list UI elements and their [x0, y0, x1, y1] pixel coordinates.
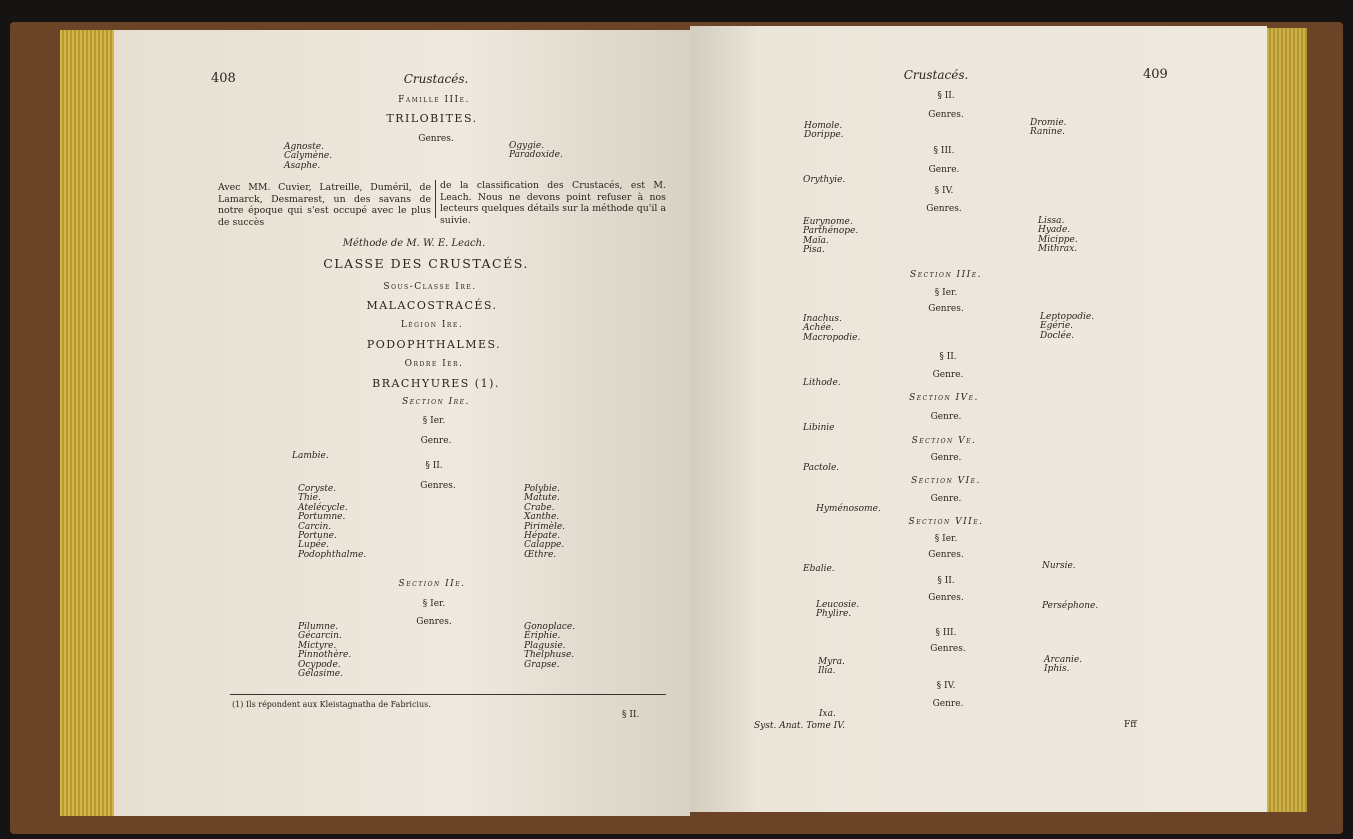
genus-list-eurynome: Eurynome. Parthénope. Maïa. Pisa. — [803, 217, 859, 256]
genus-list-leptopodie: Leptopodie. Egérie. Doclée. — [1040, 312, 1095, 341]
genus-ixa: Ixa. — [819, 709, 836, 719]
genus-list-dromie: Dromie. Ranine. — [1030, 118, 1067, 138]
paragraph-mark-1: § Ier. — [422, 416, 446, 426]
brachyures-heading: BRACHYURES (1). — [372, 377, 500, 390]
genres-label: Genres. — [928, 550, 964, 560]
paragraph-mark-iv-b: § IV. — [936, 681, 956, 691]
sheet-mark: Fff — [1124, 720, 1137, 730]
genres-label: Genres. — [928, 593, 964, 603]
genus-hymenosome: Hyménosome. — [816, 504, 881, 514]
genus-nursie: Nursie. — [1042, 561, 1076, 571]
genus-list-section1-a: Coryste. Thie. Atelécycle. Portumne. Carcin. Portune. Lupée. Podophthalme. — [298, 484, 367, 560]
genre-label: Genre. — [930, 494, 962, 504]
genus-pactole: Pactole. — [803, 463, 840, 473]
page-edges-right — [1263, 28, 1307, 812]
genres-label: Genres. — [418, 134, 454, 144]
running-head: Crustacés. — [403, 72, 469, 86]
genre-label: Genre. — [930, 453, 962, 463]
paragraph-mark-ii-c: § II. — [937, 576, 955, 586]
genres-label: Genres. — [926, 204, 962, 214]
section-1-heading: Section Ire. — [402, 397, 470, 407]
paragraph-mark-2: § II. — [425, 461, 443, 471]
right-page — [690, 26, 1267, 812]
ordre-heading: Ordre Ier. — [404, 359, 464, 369]
legion-heading: Légion Ire. — [400, 320, 464, 330]
methode-title: Méthode de M. W. E. Leach. — [342, 238, 486, 249]
left-page — [114, 30, 690, 816]
genus-list-arcanie: Arcanie. Iphis. — [1044, 655, 1083, 675]
genres-label-3: Genres. — [416, 617, 452, 627]
footnote-rule — [230, 694, 666, 695]
sous-classe-heading: Sous-Classe Ire. — [383, 282, 477, 292]
genus-orythyie: Orythyie. — [803, 175, 846, 185]
paragraph-mark-iii: § III. — [933, 146, 955, 156]
genus-list-trilobites-b: Ogygie. Paradoxide. — [509, 141, 563, 161]
column-divider — [435, 180, 436, 218]
page-number: 408 — [211, 71, 236, 86]
genus-list-section1-b: Polybie. Matute. Crabe. Xanthe. Pirimèle. Hépate. Calappe. Œthre. — [524, 484, 566, 560]
genus-list-homole: Homole. Dorippe. — [804, 121, 844, 141]
paragraph-mark-ier: § Ier. — [934, 288, 958, 298]
page-edges-left — [60, 30, 120, 816]
genres-label: Genres. — [928, 110, 964, 120]
section-2-heading: Section IIe. — [398, 579, 466, 589]
malacostraces-heading: MALACOSTRACÉS. — [366, 299, 498, 312]
genre-label: Genre. — [932, 699, 964, 709]
paragraph-left-column: Avec MM. Cuvier, Latreille, Duméril, de Lamarck, Desmarest, un des savans de notre époque qui s'est occupé avec le plus de succès — [218, 182, 431, 228]
genre-label: Genre. — [928, 165, 960, 175]
paragraph-mark-3: § Ier. — [422, 599, 446, 609]
genus-list-inachus: Inachus. Achée. Macropodie. — [803, 314, 861, 343]
genus-list-trilobites-a: Agnoste. Calymène. Asaphe. — [284, 142, 333, 171]
genus-list-section2-b: Gonoplace. Ériphie. Plagusie. Thelphuse. Grapse. — [524, 622, 576, 670]
paragraph-mark-ii: § II. — [937, 91, 955, 101]
paragraph-right-column: de la classification des Crustacés, est M. Leach. Nous ne devons point refuser à nos lecteurs quelques détails sur la méthode qu'il a suivie. — [440, 180, 666, 226]
genre-label: Genre. — [930, 412, 962, 422]
genus-lambie: Lambie. — [292, 451, 329, 461]
paragraph-mark-iii-b: § III. — [935, 628, 957, 638]
section-5-heading: Section Ve. — [911, 436, 977, 446]
genus-lithode: Lithode. — [803, 378, 841, 388]
signature-line: Syst. Anat. Tome IV. — [754, 721, 845, 731]
genres-label-2: Genres. — [420, 481, 456, 491]
famille-heading: Famille IIIe. — [398, 95, 470, 105]
section-3-heading: Section IIIe. — [910, 270, 982, 280]
classe-heading: CLASSE DES CRUSTACÉS. — [323, 256, 529, 271]
genre-label: Genre. — [932, 370, 964, 380]
genus-list-lissa: Lissa. Hyade. Micippe. Mithrax. — [1038, 216, 1078, 255]
genres-label: Genres. — [930, 644, 966, 654]
paragraph-mark-iv: § IV. — [934, 186, 954, 196]
page-number: 409 — [1143, 67, 1168, 82]
footnote: (1) Ils répondent aux Kleistagnatha de Fabricius. — [232, 700, 431, 709]
genres-label: Genres. — [928, 304, 964, 314]
podophthalmes-heading: PODOPHTHALMES. — [366, 338, 502, 351]
genus-libinie: Libinie — [803, 423, 835, 433]
genre-label-1: Genre. — [420, 436, 452, 446]
section-4-heading: Section IVe. — [909, 393, 979, 403]
section-7-heading: Section VIIe. — [908, 517, 984, 527]
section-6-heading: Section VIe. — [911, 476, 981, 486]
running-head: Crustacés. — [903, 68, 969, 82]
genus-ebalie: Ebalie. — [803, 564, 835, 574]
genus-list-section2-a: Pilumne. Gécarcin. Mictyre. Pinnothère. Ocypode. Gélasime. — [298, 622, 352, 680]
genus-persephone: Perséphone. — [1042, 601, 1099, 611]
catchword: § II. — [622, 710, 640, 720]
paragraph-mark-ii-b: § II. — [939, 352, 957, 362]
trilobites-heading: TRILOBITES. — [386, 112, 478, 125]
genus-list-myra: Myra. Ilia. — [818, 657, 845, 677]
paragraph-mark-ier-b: § Ier. — [934, 534, 958, 544]
genus-list-leucosie: Leucosie. Phylire. — [816, 600, 860, 620]
